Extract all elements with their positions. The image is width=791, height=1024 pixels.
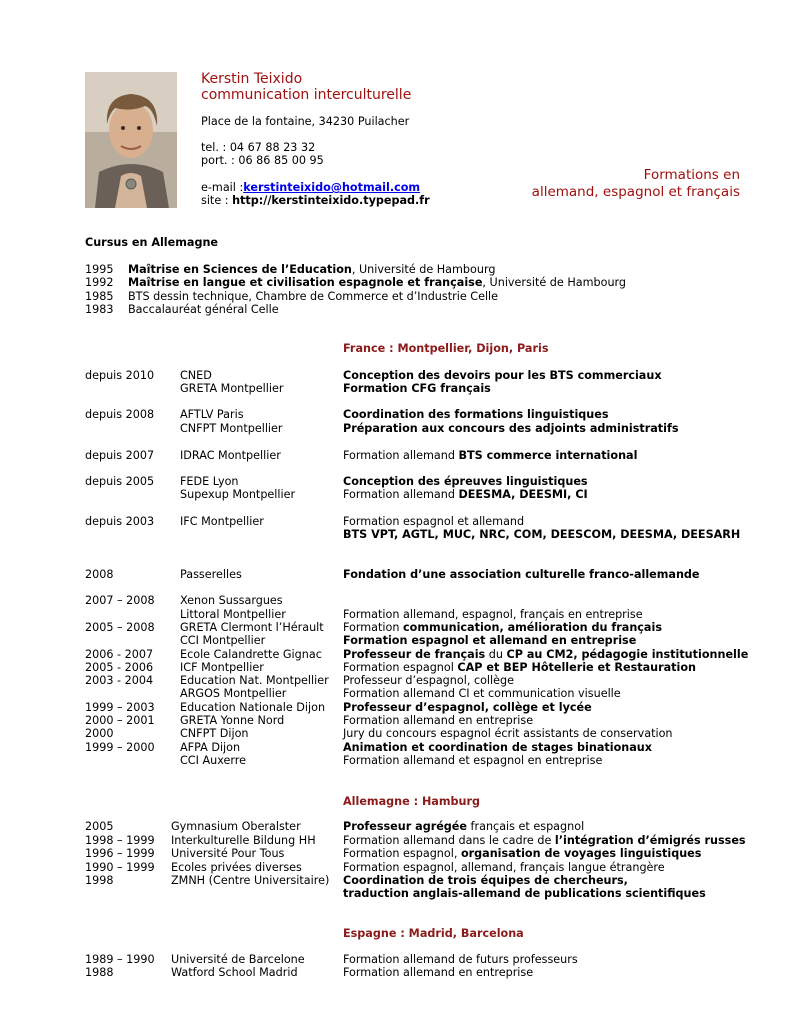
row-description: [343, 488, 588, 501]
row-date: depuis 2010: [85, 369, 155, 382]
formations-line2: allemand, espagnol et français: [531, 184, 740, 200]
cursus-degree: Maîtrise en langue et civilisation espagnole et française: [128, 276, 483, 289]
person-title: communication interculturelle: [201, 87, 412, 103]
row-organization: IFC Montpellier: [180, 515, 264, 528]
row-description-text: Jury du concours espagnol écrit assistants de conservation: [343, 727, 673, 740]
row-organization: CCI Auxerre: [180, 754, 247, 767]
row-description-text: Formation allemand en entreprise: [343, 714, 534, 727]
row-date: 2005 – 2008: [85, 621, 155, 634]
row-date: depuis 2008: [85, 408, 155, 421]
row-organization: ARGOS Montpellier: [180, 687, 287, 700]
row-date: depuis 2005: [85, 475, 155, 488]
row-organization: Université Pour Tous: [171, 847, 285, 860]
section-title-france: France : Montpellier, Dijon, Paris: [343, 342, 549, 355]
row-description-text: Formation espagnol,: [343, 847, 461, 860]
row-date: 2005: [85, 820, 114, 833]
row-organization: CNED: [180, 369, 212, 382]
cursus-detail: , Université de Hambourg: [482, 276, 627, 289]
row-date: 2006 - 2007: [85, 648, 154, 661]
row-description-bold: Coordination de trois équipes de chercheurs,: [343, 874, 628, 887]
row-description: [343, 966, 533, 979]
row-organization: ZMNH (Centre Universitaire): [171, 874, 330, 887]
row-description-bold: CAP et BEP Hôtellerie et Restauration: [457, 661, 696, 674]
row-description: [343, 475, 588, 488]
row-description-text: Formation espagnol: [343, 661, 458, 674]
row-date: depuis 2003: [85, 515, 155, 528]
row-description: [343, 674, 514, 687]
row-description-bold: organisation de voyages linguistiques: [460, 847, 702, 860]
address: Place de la fontaine, 34230 Puilacher: [201, 115, 410, 128]
row-description: [343, 568, 700, 581]
row-description: [343, 515, 524, 528]
row-description-text: Formation: [343, 621, 404, 634]
profile-photo: [85, 72, 177, 208]
cursus-detail: , Université de Hambourg: [351, 263, 496, 276]
row-description-text: Professeur d’espagnol, collège: [343, 674, 515, 687]
row-date: 2000: [85, 727, 114, 740]
row-description: [343, 422, 678, 435]
row-description-text: Formation allemand: [343, 488, 459, 501]
row-description-text: Formation allemand, espagnol, français en entreprise: [343, 608, 643, 621]
cursus-entry: [128, 290, 498, 303]
row-description: [343, 528, 740, 541]
cursus-entry: [128, 303, 279, 316]
mobile: port. : 06 86 85 00 95: [201, 154, 324, 167]
cursus-year: 1985: [85, 290, 114, 303]
row-description: [343, 634, 636, 647]
row-organization: CNFPT Dijon: [180, 727, 249, 740]
row-description-text: français et espagnol: [467, 820, 585, 833]
row-description-text: Formation allemand en entreprise: [343, 966, 534, 979]
row-organization: Watford School Madrid: [171, 966, 298, 979]
row-description-bold: Préparation aux concours des adjoints administratifs: [343, 422, 679, 435]
row-date: 2008: [85, 568, 114, 581]
row-organization: Education Nat. Montpellier: [180, 674, 329, 687]
row-description: [343, 382, 491, 395]
row-date: 2005 - 2006: [85, 661, 154, 674]
row-description-text: Formation allemand dans le cadre de: [343, 834, 555, 847]
row-date: 2007 – 2008: [85, 594, 155, 607]
row-date: 2000 – 2001: [85, 714, 155, 727]
row-organization: GRETA Montpellier: [180, 382, 284, 395]
row-organization: GRETA Yonne Nord: [180, 714, 285, 727]
row-description-bold: BTS commerce international: [458, 449, 638, 462]
row-description: [343, 661, 696, 674]
row-description: [343, 834, 746, 847]
row-description: [343, 369, 662, 382]
row-description: [343, 754, 602, 767]
row-date: 1996 – 1999: [85, 847, 155, 860]
row-description: [343, 953, 578, 966]
phone: tel. : 04 67 88 23 32: [201, 141, 316, 154]
row-organization: Xenon Sussargues: [180, 594, 283, 607]
row-organization: Passerelles: [180, 568, 242, 581]
row-description-text: Formation allemand de futurs professeurs: [343, 953, 578, 966]
row-description-bold: Conception des épreuves linguistiques: [343, 475, 588, 488]
row-organization: Université de Barcelone: [171, 953, 305, 966]
row-date: 1998: [85, 874, 114, 887]
row-description: [343, 887, 706, 900]
row-date: depuis 2007: [85, 449, 155, 462]
row-organization: Education Nationale Dijon: [180, 701, 326, 714]
row-description-text: Formation allemand et espagnol en entreprise: [343, 754, 603, 767]
row-description: [343, 408, 609, 421]
email-row: [201, 181, 420, 194]
cursus-year: 1983: [85, 303, 114, 316]
person-name: Kerstin Teixido: [201, 71, 303, 87]
row-description-bold: Coordination des formations linguistiques: [343, 408, 609, 421]
row-description-bold: CP au CM2, pédagogie institutionnelle: [506, 648, 749, 661]
cursus-title: Cursus en Allemagne: [85, 236, 218, 249]
row-organization: CCI Montpellier: [180, 634, 266, 647]
row-organization: Interkulturelle Bildung HH: [171, 834, 316, 847]
row-description: [343, 608, 643, 621]
row-description-bold: DEESMA, DEESMI, CI: [458, 488, 588, 501]
cursus-degree: Maîtrise en Sciences de l’Education: [128, 263, 352, 276]
row-description: [343, 874, 628, 887]
row-organization: Littoral Montpellier: [180, 608, 286, 621]
cursus-detail: Baccalauréat général Celle: [128, 303, 279, 316]
site-label: site :: [201, 194, 233, 207]
row-description: [343, 687, 621, 700]
row-description-bold: Fondation d’une association culturelle franco-allemande: [343, 568, 700, 581]
row-date: 1989 – 1990: [85, 953, 155, 966]
site-row: [201, 194, 430, 207]
row-date: 1999 – 2003: [85, 701, 155, 714]
row-description-bold: communication, amélioration du français: [403, 621, 662, 634]
row-date: 1998 – 1999: [85, 834, 155, 847]
row-date: 2003 - 2004: [85, 674, 154, 687]
row-description: [343, 847, 701, 860]
row-description: [343, 861, 665, 874]
cursus-year: 1992: [85, 276, 114, 289]
row-organization: Supexup Montpellier: [180, 488, 296, 501]
row-date: 1988: [85, 966, 114, 979]
cursus-entry: [128, 276, 626, 289]
row-description: [343, 449, 637, 462]
row-date: 1999 – 2000: [85, 741, 155, 754]
row-organization: Gymnasium Oberalster: [171, 820, 301, 833]
row-organization: Ecole Calandrette Gignac: [180, 648, 322, 661]
email-label: e-mail :: [201, 181, 244, 194]
row-description-bold: BTS VPT, AGTL, MUC, NRC, COM, DEESCOM, DEESMA, DEESARH: [343, 528, 741, 541]
cursus-detail: BTS dessin technique, Chambre de Commerce et d’Industrie Celle: [128, 290, 499, 303]
row-description: [343, 741, 652, 754]
row-organization: Ecoles privées diverses: [171, 861, 302, 874]
site-link[interactable]: http://kerstinteixido.typepad.fr: [232, 194, 430, 207]
email-link[interactable]: kerstinteixido@hotmail.com: [243, 181, 421, 194]
formations-line1: Formations en: [643, 167, 740, 183]
row-description-bold: Professeur agrégée: [343, 820, 467, 833]
row-description-text: Formation allemand CI et communication visuelle: [343, 687, 621, 700]
row-organization: ICF Montpellier: [180, 661, 264, 674]
row-organization: GRETA Clermont l’Hérault: [180, 621, 324, 634]
row-description-text: Formation espagnol et allemand: [343, 515, 525, 528]
cursus-entry: [128, 263, 495, 276]
row-description-bold: l’intégration d’émigrés russes: [554, 834, 746, 847]
row-organization: AFPA Dijon: [180, 741, 241, 754]
row-description: [343, 621, 662, 634]
row-description-bold: traduction anglais-allemand de publications scientifiques: [343, 887, 706, 900]
row-organization: IDRAC Montpellier: [180, 449, 281, 462]
row-description-text: du: [485, 648, 507, 661]
section-title-allemagne: Allemagne : Hamburg: [343, 795, 481, 808]
row-description-bold: Professeur d’espagnol, collège et lycée: [343, 701, 592, 714]
row-description: [343, 820, 584, 833]
row-description: [343, 701, 592, 714]
section-title-espagne: Espagne : Madrid, Barcelona: [343, 927, 524, 940]
cursus-year: 1995: [85, 263, 114, 276]
row-description-bold: Animation et coordination de stages binationaux: [343, 741, 652, 754]
row-description-bold: Conception des devoirs pour les BTS commerciaux: [343, 369, 662, 382]
row-description: [343, 714, 533, 727]
row-description-bold: Formation CFG français: [343, 382, 491, 395]
row-organization: AFTLV Paris: [180, 408, 244, 421]
row-organization: CNFPT Montpellier: [180, 422, 283, 435]
row-description-text: Formation allemand: [343, 449, 459, 462]
row-description: [343, 648, 748, 661]
row-date: 1990 – 1999: [85, 861, 155, 874]
row-organization: FEDE Lyon: [180, 475, 239, 488]
row-description-bold: Formation espagnol et allemand en entreprise: [343, 634, 637, 647]
row-description: [343, 727, 673, 740]
row-description-bold: Professeur de français: [343, 648, 486, 661]
row-description-text: Formation espagnol, allemand, français langue étrangère: [343, 861, 665, 874]
